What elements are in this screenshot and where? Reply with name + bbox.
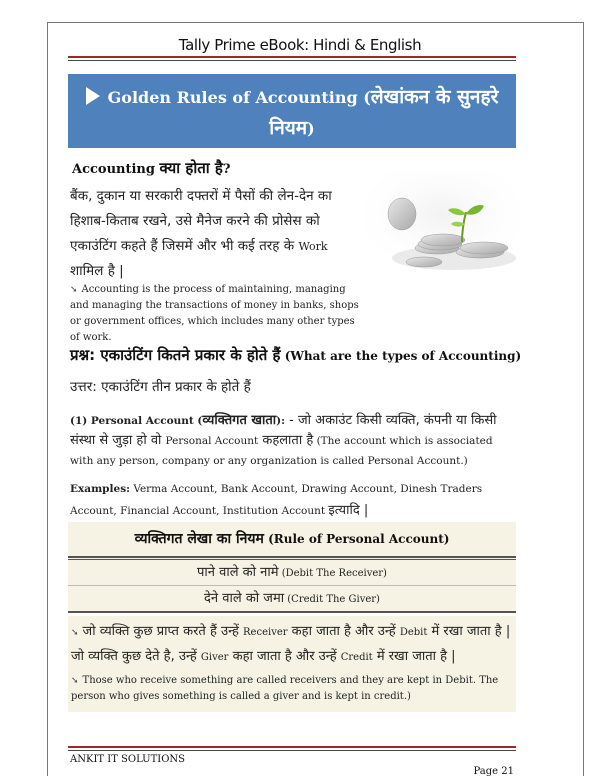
intro-en-word: Work bbox=[298, 240, 328, 253]
rule-title-en: (Rule of Personal Account) bbox=[263, 532, 450, 546]
examples-paragraph bbox=[70, 478, 518, 522]
section-banner bbox=[68, 74, 516, 148]
intro-en-text: Accounting is the process of maintaining, managing and managing the transactions of money in banks, shops or government offices, which includes many other types of work. bbox=[70, 284, 359, 343]
types-question-en: (What are the types of Accounting) bbox=[280, 349, 522, 363]
banner-line2 bbox=[68, 113, 516, 144]
explain-en-text: Those who receive something are called receivers and they are kept in Debit. The person who gives something is called a giver and is kept in credit.) bbox=[71, 675, 499, 702]
question-en: Accounting bbox=[72, 162, 160, 177]
intro-english-paragraph bbox=[70, 282, 360, 346]
arrow-pointer-icon: ➘ bbox=[71, 676, 79, 686]
intro-hi-end: शामिल है | bbox=[70, 263, 124, 279]
explain-hi-4: कहा जाता है और उन्हें bbox=[228, 649, 341, 664]
explain-hi-5: में रखा जाता है | bbox=[372, 649, 456, 664]
play-triangle-icon bbox=[86, 87, 100, 105]
explanation-box bbox=[68, 616, 516, 712]
coins-plant-image bbox=[362, 170, 522, 280]
personal-hi-2: कहलाता है bbox=[258, 433, 314, 448]
arrow-pointer-icon: ➘ bbox=[70, 285, 78, 295]
rule-row-debit bbox=[68, 560, 516, 585]
header-rule-thin bbox=[68, 60, 516, 61]
rule-row1-hi: पाने वाले को नामे bbox=[197, 565, 279, 580]
personal-account-paragraph bbox=[70, 411, 518, 471]
intro-hindi-paragraph bbox=[70, 184, 365, 284]
footer-company: ANKIT IT SOLUTIONS bbox=[70, 754, 186, 765]
intro-hi-text: बैंक, दुकान या सरकारी दफ्तरों में पैसों की लेन-देन का हिशाब-किताब रखने, उसे मैनेज करने की प्रोसेस को एकाउंटिंग कहते हैं जिसमें और भी कई तरह के bbox=[70, 188, 332, 254]
header-rule bbox=[68, 56, 516, 58]
banner-title-hi: लेखांकन के सुनहरे bbox=[370, 86, 499, 108]
rule-row2-hi: देने वाले को जमा bbox=[204, 591, 285, 606]
question-heading bbox=[72, 158, 230, 178]
examples-hi: इत्यादि | bbox=[328, 503, 369, 518]
rule-title bbox=[68, 522, 516, 556]
explain-hi-2: कहा जाता है और उन्हें bbox=[287, 624, 400, 639]
personal-hi-1: - जो अकाउंट किसी व्यक्ति, कंपनी या किसी संस्था से जुड़ा हो वो bbox=[70, 413, 497, 448]
answer-line: उत्तर: एकाउंटिंग तीन प्रकार के होते हैं bbox=[70, 379, 251, 395]
examples-text: Verma Account, Bank Account, Drawing Account, Dinesh Traders Account, Financial Account, Institution Account bbox=[70, 483, 483, 517]
running-header: Tally Prime eBook: Hindi & English bbox=[178, 36, 422, 54]
personal-label-close: ): bbox=[276, 415, 286, 427]
explain-en-1: Receiver bbox=[243, 627, 288, 638]
types-question bbox=[70, 345, 521, 365]
banner-close-paren: ) bbox=[307, 119, 315, 138]
rule-title-hi: व्यक्तिगत लेखा का नियम bbox=[134, 531, 264, 547]
personal-en-term: Personal Account bbox=[165, 435, 259, 447]
footer-rule-thin bbox=[68, 750, 516, 751]
explanation-english bbox=[71, 673, 513, 705]
types-question-hi: प्रश्न: एकाउंटिंग कितने प्रकार के होते हैं bbox=[70, 346, 281, 364]
arrow-pointer-icon: ➘ bbox=[71, 628, 79, 638]
explain-hi-3: में रखा जाता है | जो व्यक्ति कुछ देते है, उन्हें bbox=[71, 624, 511, 664]
footer-rule bbox=[68, 746, 516, 748]
explain-en-4: Credit bbox=[340, 652, 373, 663]
personal-en-text: (The account which is associated with any person, company or any organization is called Personal Account.) bbox=[70, 435, 493, 467]
personal-label: (1) Personal Account ( bbox=[70, 415, 203, 427]
explain-hi-1: जो व्यक्ति कुछ प्राप्त करते हैं उन्हें bbox=[82, 624, 244, 639]
explanation-hindi bbox=[71, 620, 513, 669]
rule-bottom-divider bbox=[68, 611, 516, 613]
rule-row-credit bbox=[68, 586, 516, 611]
question-hi: क्या होता है bbox=[159, 159, 223, 177]
rule-row1-en: (Debit The Receiver) bbox=[278, 568, 387, 579]
personal-label-hi: व्यक्तिगत खाता bbox=[202, 413, 277, 428]
page-number: Page 21 bbox=[473, 766, 514, 776]
explain-en-3: Giver bbox=[200, 652, 229, 663]
explain-en-2: Debit bbox=[399, 627, 428, 638]
examples-label: Examples: bbox=[70, 483, 130, 495]
banner-title-en: Golden Rules of Accounting ( bbox=[107, 88, 371, 107]
question-mark: ? bbox=[222, 162, 231, 177]
banner-line1 bbox=[68, 82, 516, 113]
rule-table bbox=[68, 522, 516, 612]
rule-row2-en: (Credit The Giver) bbox=[284, 594, 380, 605]
banner-title-hi-2: नियम bbox=[269, 117, 308, 139]
